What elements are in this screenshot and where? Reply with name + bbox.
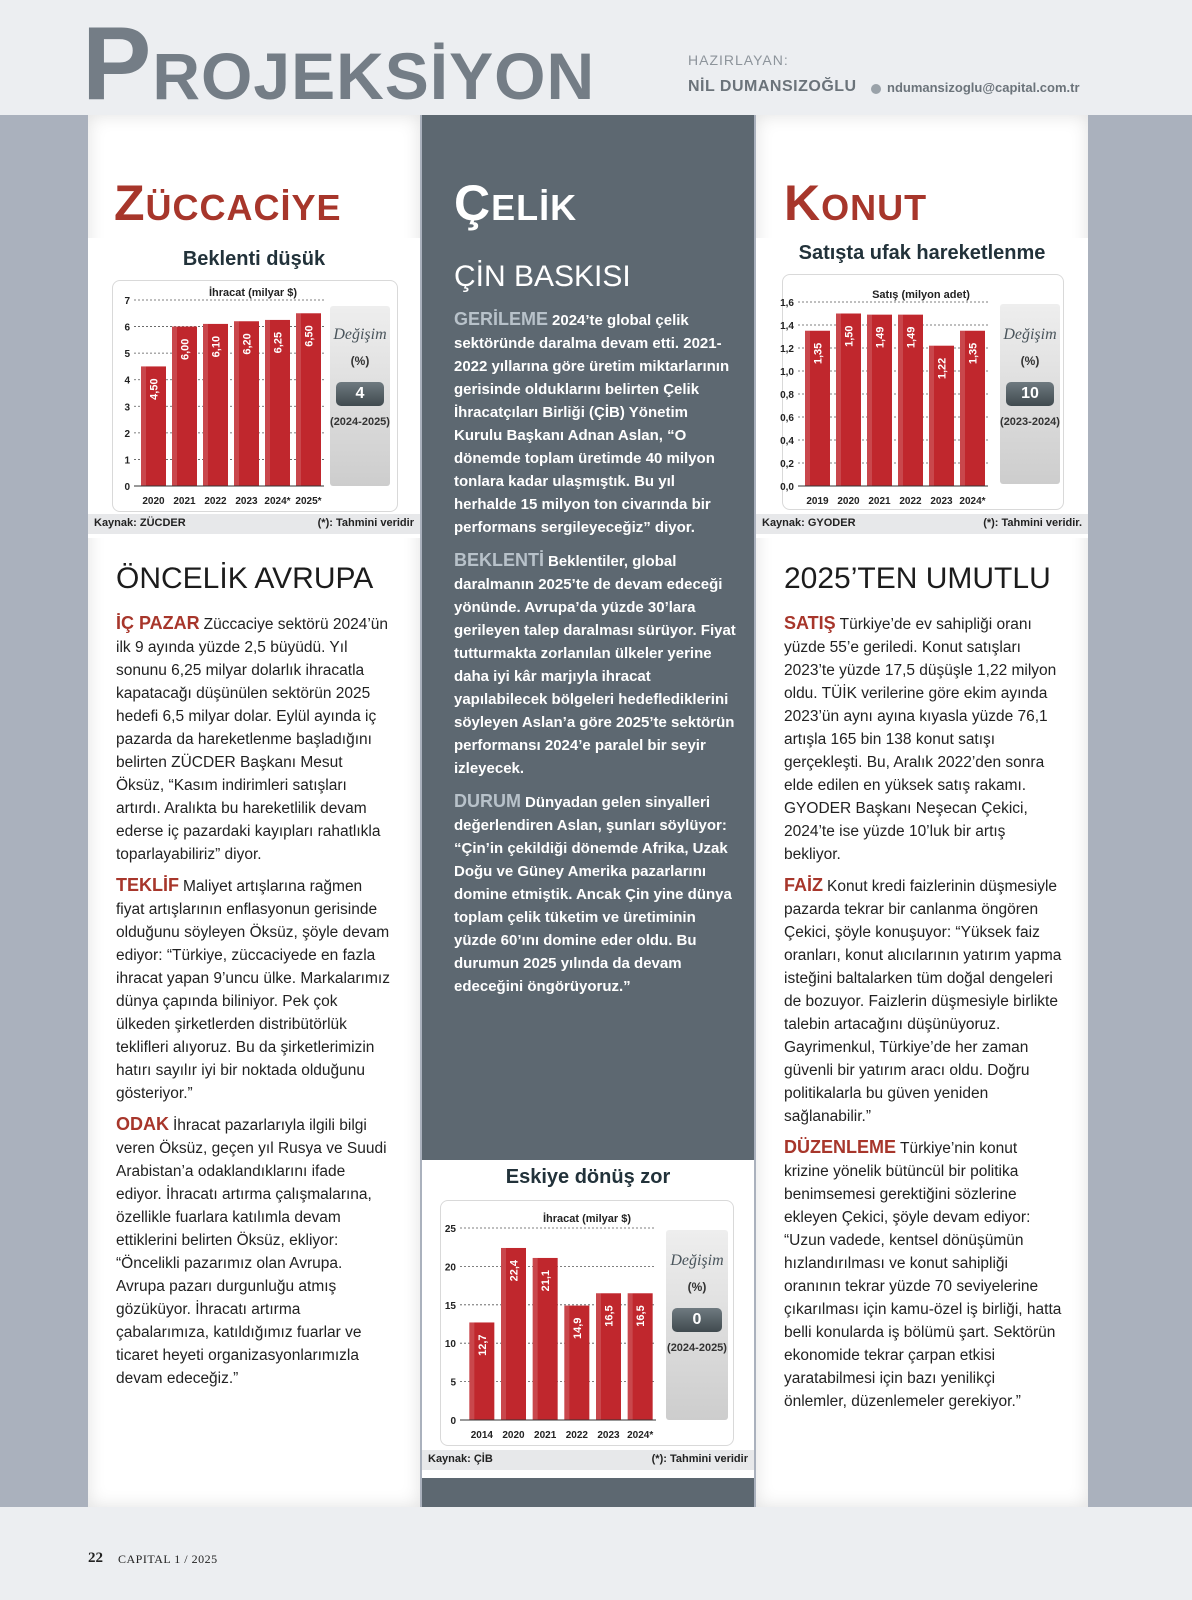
chart-data-label: 6,20 [241,333,254,355]
change-period: (2024-2025) [330,416,390,428]
chart-category-label: 2021 [173,496,196,507]
chart-data-label: 16,5 [635,1305,648,1327]
chart-y-tick-label: 1,0 [780,367,794,378]
chart-category-label: 2023 [930,496,953,507]
article-celik [454,308,738,1008]
chart-category-label: 2023 [235,496,258,507]
keyword: FAİZ [784,875,823,895]
paragraph-text: Beklentiler, global daralmanın 2025’te de devam edeceği yönünde. Avrupa’da yüzde 30’lara gerileyen talep daralması sürüyor. Fiyat tutturmakta zorlanılan ülkeler yerine daha iyi kâr marjıyla ihracat yapılabilecek bölgeleri hedeflediklerini söyleyen Aslan’a göre 2025’te sektörün performansı 2024’e paralel bir seyir izleyecek. [454,553,736,777]
keyword: BEKLENTİ [454,550,544,570]
keyword: İÇ PAZAR [116,613,200,633]
chart-y-tick-label: 6 [124,322,130,334]
headline-celik: ÇİN BASKISI [454,260,631,293]
section-title-initial: Z [114,175,146,231]
chart-category-label: 2024* [959,496,986,507]
chart-bar-highlight [203,324,208,486]
chart-bar-highlight [960,331,965,486]
chart-data-label: 16,5 [603,1305,616,1327]
chart-category-label: 2020 [502,1430,525,1441]
page-title [82,6,596,122]
paragraph-text: Züccaciye sektörü 2024’ün ilk 9 ayında yüzde 2,5 büyüdü. Yıl sonunu 6,25 milyar dolarlık ihracatla kapatacağı düşünülen sektörün 2025 hedefi 6,5 milyar dolar. Eylül ayında iç pazarda da hareketlenme başladığını belirten ZÜCDER Başkanı Mesut Öksüz, “Kasım indirimleri satışları artırdı. Aralıkta bu hareketlilik devam ederse iç pazardaki kayıpları rahatlıkla toparlayabiliriz” diyor. [116,616,389,863]
keyword: TEKLİF [116,875,179,895]
chart-data-label: 1,35 [967,342,980,365]
chart-bar-highlight [533,1258,538,1420]
change-value-badge: 0 [672,1308,722,1332]
change-panel [666,1230,728,1420]
paragraph-text: 2024’te global çelik sektöründe daralma devam etti. 2021-2022 yıllarına göre üretim miktarlarının gerisinde olduklarını belirten Çelik İhracatçıları Birliği (ÇİB) Yönetim Kurulu Başkanı Adnan Aslan, “O dönemde toplam üretimde 40 milyon tonlara kadar ulaşmıştık. Bu yıl herhalde 15 milyon ton civarında bir performans sergileyeceğiz” diyor. [454,312,730,536]
chart-y-tick-label: 1,4 [780,321,794,332]
chart-category-label: 2021 [868,496,891,507]
chart-axis-label: İhracat (milyar $) [542,1213,632,1225]
paragraph [116,874,390,1105]
chart-y-tick-label: 20 [444,1262,456,1274]
chart-source: Kaynak: ÇİB [428,1453,493,1465]
section-title-celik [454,176,577,230]
chart-konut [756,238,1088,538]
chart-category-label: 2024* [627,1430,654,1441]
chart-bar-highlight [867,315,872,486]
keyword: ODAK [116,1114,169,1134]
section-title-zuccaciye [114,176,342,230]
chart-bar-highlight [265,320,270,486]
chart-y-tick-label: 7 [124,296,130,307]
paragraph-text: Konut kredi faizlerinin düşmesiyle pazarda tekrar bir canlanma öngören Çekici, şöyle konuşuyor: “Yüksek faiz oranları, konut alıcılarının yatırım yapma isteğini baltalarken tüm doğal dengeleri de bozuyor. Faizlerin düşmesiyle birlikte talebin artacağını düşünüyoruz. Gayrimenkul, Türkiye’de her zaman güvenli bir yatırım aracı oldu. Doğru politikalarla bu güven yeniden sağlanabilir.” [784,878,1062,1125]
chart-y-tick-label: 25 [444,1224,456,1235]
keyword: SATIŞ [784,613,836,633]
chart-data-label: 21,1 [540,1269,553,1292]
change-label: Değişim [333,326,387,343]
chart-footer [756,514,1088,534]
chart-y-tick-label: 0,0 [780,482,794,493]
chart-y-tick-label: 0,2 [780,459,794,470]
headline-zuccaciye: ÖNCELİK AVRUPA [116,562,374,595]
chart-data-label: 6,25 [272,331,285,354]
paragraph-text: Türkiye’de ev sahipliği oranı yüzde 55’e geriledi. Konut satışları 2023’te yüzde 17,5 düşüşle 1,22 milyon oldu. TÜİK verilerine göre ekim ayında 2023’ün aynı ayına kıyasla yüzde 76,1 artışla 165 bin 138 konut satışı gerçekleşti. Bu, Aralık 2022’den sonra elde edilen en yüksek satış rakamı. GYODER Başkanı Neşecan Çekici, 2024’te ise yüzde 10’luk bir artış bekliyor. [784,616,1057,863]
chart-axis-label: İhracat (milyar $) [208,287,298,299]
chart-y-tick-label: 15 [444,1300,456,1312]
change-unit: (%) [1020,354,1040,368]
chart-footer [88,514,420,534]
chart-footer [422,1450,754,1470]
chart-y-tick-label: 1 [124,455,130,467]
chart-category-label: 2020 [142,496,165,507]
chart-source: Kaynak: ZÜCDER [94,517,186,529]
section-title-konut [784,176,927,230]
byline-label: HAZIRLAYAN: [688,52,789,68]
chart-zuccaciye [88,238,420,538]
chart-title: Beklenti düşük [182,248,326,270]
chart-bar-highlight [234,321,239,486]
keyword: DURUM [454,791,521,811]
chart-note: (*): Tahmini veridir [317,517,414,529]
chart-note: (*): Tahmini veridir [651,1453,748,1465]
byline-email[interactable]: ndumansizoglu@capital.com.tr [887,80,1080,95]
chart-data-label: 6,10 [210,335,223,358]
chart-data-label: 6,50 [303,325,316,347]
article-konut [784,612,1062,1421]
chart-bar-highlight [564,1306,569,1420]
keyword: GERİLEME [454,309,549,329]
chart-y-tick-label: 0,8 [780,390,794,401]
change-label: Değişim [670,1252,724,1269]
chart-y-tick-label: 0,6 [780,413,794,424]
paragraph [784,874,1062,1128]
chart-bar-highlight [596,1293,601,1420]
paragraph [454,790,738,998]
chart-y-tick-label: 0 [124,482,130,493]
change-period: (2024-2025) [667,1342,727,1354]
bullet-dot-icon [871,84,881,94]
chart-bar-highlight [836,314,841,487]
chart-category-label: 2020 [837,496,860,507]
chart-bar-highlight [929,346,934,486]
change-panel [1000,304,1060,484]
chart-category-label: 2025* [295,496,322,507]
paragraph [116,1113,390,1390]
chart-y-tick-label: 4 [124,375,130,387]
chart-data-label: 1,22 [936,357,949,380]
chart-y-tick-label: 3 [124,402,130,414]
change-value-badge: 4 [336,382,384,406]
page-title-initial: P [82,6,153,122]
chart-note: (*): Tahmini veridir. [983,517,1082,529]
chart-data-label: 1,49 [874,326,887,349]
chart-celik [422,1160,754,1478]
change-value-badge: 10 [1006,382,1054,406]
chart-bar-highlight [628,1293,633,1420]
chart-category-label: 2024* [264,496,291,507]
chart-data-label: 6,00 [179,338,192,360]
section-title-rest: ÜCCACİYE [145,187,342,228]
change-period: (2023-2024) [1000,416,1060,428]
page-title-rest: ROJEKSİYON [152,39,596,113]
keyword: DÜZENLEME [784,1137,896,1157]
paragraph-text: İhracat pazarlarıyla ilgili bilgi veren Öksüz, geçen yıl Rusya ve Suudi Arabistan’a odaklandıklarını ifade ediyor. İhracatı artırma çalışmalarına, özellikle fuarlara katılımla devam ettiklerini belirten Öksüz, ekliyor: “Öncelikli pazarımız olan Avrupa. Avrupa pazarı durgunluğu atmış gözüküyor. İhracatı artırma çabalarımıza, katıldığımız fuarlar ve ticaret heyeti organizasyonlarımızla devam edeceğiz.” [116,1117,387,1387]
chart-data-label: 22,4 [508,1259,521,1282]
chart-bar-highlight [172,327,177,486]
chart-data-label: 1,49 [905,326,918,349]
chart-title: Eskiye dönüş zor [505,1166,671,1188]
paragraph [784,1136,1062,1413]
paragraph-text: Türkiye’nin konut krizine yönelik bütüncül bir politika benimsemesi gerektiğini sözlerine ekleyen Çekici, şöyle devam ediyor: “Uzun vadede, kentsel dönüşümün hızlandırılması ve konut sahipliği oranının tekrar yüzde 70 seviyelerine çıkarılması için kamu-özel iş birliği, hatta belli konularda iş bölümü şart. Sektörün ekonomide tekrar çarpan etkisi yaratabilmesi için bazı yenilikçi önlemler, düzenlemeler gerekiyor.” [784,1140,1062,1410]
chart-category-label: 2022 [204,496,227,507]
chart-y-tick-label: 5 [124,349,130,361]
chart-data-label: 12,7 [476,1334,489,1356]
chart-y-tick-label: 0,4 [780,436,794,447]
chart-title: Satışta ufak hareketlenme [798,242,1046,264]
change-label: Değişim [1003,326,1057,343]
section-title-rest: ELİK [491,187,578,228]
chart-bar-highlight [296,313,301,486]
paragraph [454,308,738,539]
chart-y-tick-label: 1,2 [780,344,794,355]
chart-y-tick-label: 5 [450,1377,456,1389]
section-title-initial: K [784,175,822,231]
chart-data-label: 1,35 [812,342,825,365]
chart-y-tick-label: 1,6 [780,298,794,309]
chart-category-label: 2019 [806,496,829,507]
chart-data-label: 4,50 [148,378,161,400]
headline-konut: 2025’TEN UMUTLU [784,562,1051,595]
change-panel [330,306,390,486]
chart-data-label: 14,9 [571,1317,584,1339]
chart-category-label: 2021 [534,1430,557,1441]
change-unit: (%) [350,354,370,368]
section-title-rest: ONUT [821,187,928,228]
paragraph-text: Maliyet artışlarına rağmen fiyat artışlarının enflasyonun gerisinde olduğunu söyleyen Öksüz, şöyle devam ediyor: “Türkiye, züccaciyede en fazla ihracat yapan 9’uncu ülke. Markalarımız dünya çapında biliniyor. Pek çok ülkeden şirketlerden distribütörlük teklifleri alıyoruz. Bu da şirketlerimizin hatırı sayılır iyi bir noktada olduğunu gösteriyor.” [116,878,390,1102]
byline-name: NİL DUMANSIZOĞLU [688,78,857,95]
chart-y-tick-label: 0 [450,1416,456,1427]
paragraph-text: Dünyadan gelen sinyalleri değerlendiren Aslan, şunları söylüyor: “Çin’in çekildiği dönemde Afrika, Uzak Doğu ve Güney Amerika pazarlarını domine etmiştik. Ancak Çin yine dünya toplam çelik tüketim ve üretiminin yüzde 60’ını domine eder oldu. Bu durumun 2025 yılında da devam edeceğini öngörüyoruz.” [454,794,732,995]
chart-data-label: 1,50 [843,325,856,347]
chart-axis-label: Satış (milyon adet) [872,289,970,301]
page-number: 22 [88,1550,103,1566]
chart-source: Kaynak: GYODER [762,517,856,529]
chart-category-label: 2014 [470,1430,493,1441]
paragraph [784,612,1062,866]
paragraph [454,549,738,780]
change-unit: (%) [687,1280,707,1294]
chart-y-tick-label: 10 [444,1339,456,1351]
chart-bar-highlight [805,331,810,486]
chart-bar-highlight [501,1248,506,1420]
article-zuccaciye [116,612,390,1398]
paragraph [116,612,390,866]
chart-bar-highlight [469,1322,474,1420]
section-title-initial: Ç [454,175,492,231]
chart-bar-highlight [898,315,903,486]
magazine-issue: CAPITAL 1 / 2025 [118,1552,218,1566]
chart-category-label: 2022 [899,496,922,507]
chart-y-tick-label: 2 [124,428,130,440]
chart-category-label: 2023 [597,1430,620,1441]
chart-category-label: 2022 [565,1430,588,1441]
chart-bar-highlight [141,366,146,486]
